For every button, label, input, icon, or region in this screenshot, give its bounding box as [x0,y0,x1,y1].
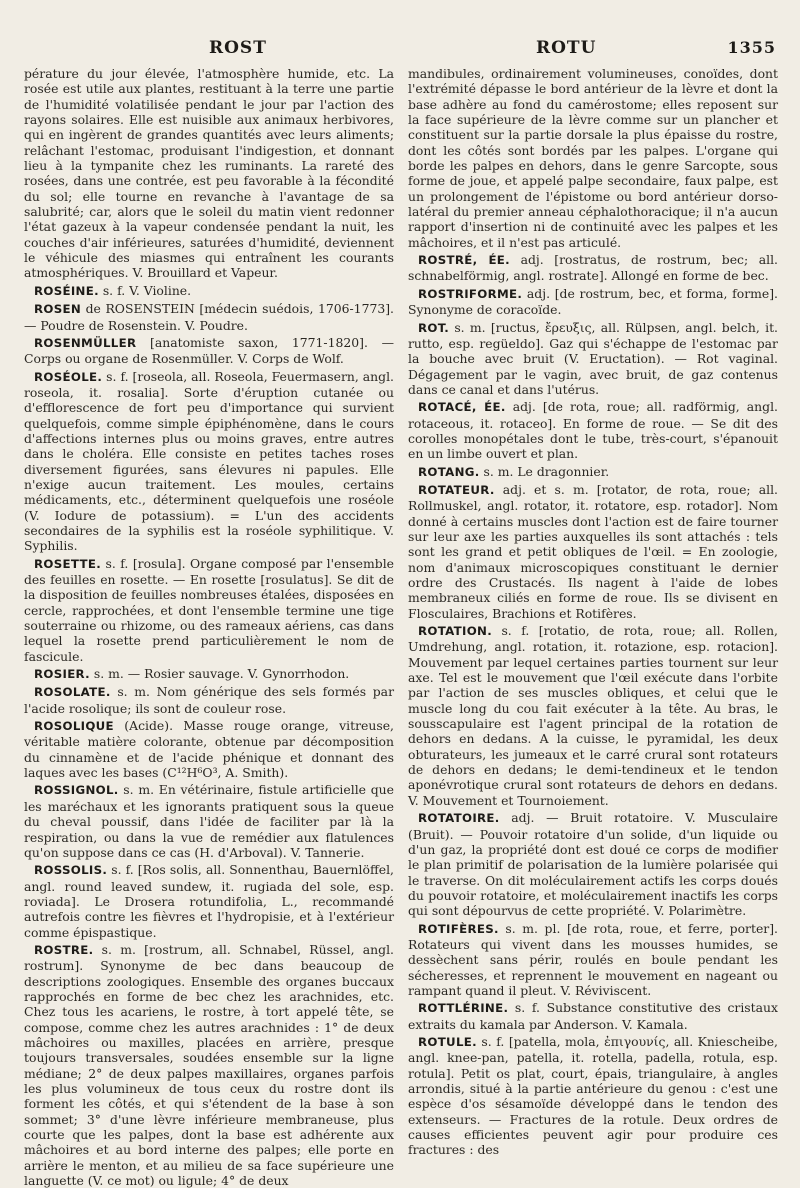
entry-text: s. m. [rostrum, all. Schnabel, Rüssel, angl. rostrum]. Synonyme de bec dans beaucoup de descriptions zoologiques. Ensemble des organes buccaux rapprochés en forme de bec chez les arachnides, etc. Chez tous les acariens, le rostre, à tort appelé tête, se compose, comme chez les autres arachnides : 1° de deux mâchoires ou maxilles, placées en arrière, presque toujours transversales, soudées ensemble sur la ligne médiane; 2° de deux palpes maxillaires, organes parfois les plus volumineux de tous ceux du rostre dont ils forment les côtés, et qui s'étendent de la base à son sommet; 3° d'une lèvre inférieure membraneuse, plus courte que les palpes, dont la base est adhérente aux mâchoires et au bord interne des palpes; elle porte en arrière le menton, et au milieu de sa face supérieure une languette (V. ce mot) ou ligule; 4° de deux [24,941,394,1188]
entry-headword: ROSTRÉ, ÉE. [418,253,510,268]
entry-headword: ROSSOLIS. [34,863,108,878]
text-columns [24,66,778,1188]
dictionary-entry [408,623,778,808]
entry-text: adj. et s. m. [rotator, de rota, roue; all. Rollmuskel, angl. rotator, it. rotatore, esp. rotador]. Nom donné à certains muscles dont l'action est de faire tourner sur leur axe les parties auxquelles ils sont attachés : tels sont les grand et petit obliques de l'œil. = En zoologie, nom d'animaux microscopiques constituant le dernier ordre des Crustacés. Ils nagent à l'aide de lobes membraneux ciliés en forme de roue. Ils se divisent en Flosculaires, Brachions et Rotifères. [408,481,778,621]
dictionary-entry [408,810,778,918]
dictionary-entry [408,320,778,398]
entry-headword: ROSIER. [34,667,90,682]
entry-headword: ROTANG. [418,464,480,479]
dictionary-entry [408,482,778,621]
dictionary-entry [24,556,394,664]
entry-text: s. f. [rosula]. Organe composé par l'ensemble des feuilles en rosette. — En rosette [rosulatus]. Se dit de la disposition de feuilles nombreuses étalées, disposées en cercle, rapprochées, et dont l'ensemble termine une tige souterraine ou rhizome, ou des rameaux aériens, cas dans lequel la rosette prend particulièrement le nom de fascicule. [24,555,394,664]
entry-headword: ROSENMÜLLER [34,335,137,350]
entry-headword: ROTATEUR. [418,482,495,497]
entry-headword: ROTIFÈRES. [418,921,499,936]
dictionary-entry [408,1034,778,1158]
entry-text: s. f. [patella, mola, ἐπιγουνίς, all. Kniescheibe, angl. knee-pan, patella, it. rotella, padella, rotula, esp. rotula]. Petit os plat, court, épais, triangulaire, à angles arrondis, situé à la partie antérieure du genou : c'est une espèce d'os sésamoïde développé dans le tendon des extenseurs. — Fractures de la rotule. Deux ordres de causes efficientes peuvent agir pour produire ces fractures : des [408,1033,778,1158]
entry-headword: ROSOLATE. [34,685,111,700]
entry-headword: ROTACÉ, ÉE. [418,400,506,415]
entry-headword: ROTULE. [418,1034,477,1049]
header-center-word: ROTU [536,38,597,58]
entry-text: s. f. [roseola, all. Roseola, Feuermasern, angl. roseola, it. rosalia]. Sorte d'éruption cutanée ou d'efflorescence de fort peu d'importance qui survient quelquefois, comme simple épiphénomène, dans le cours d'affections internes plus ou moins graves, entre autres dans le choléra. Elle consiste en petites taches roses diversement figurées, sans élevures ni papules. Elle n'exige aucun traitement. Les moules, certains médicaments, etc., déterminent quelquefois une roséole (V. Iodure de potassium). = L'un des accidents secondaires de la syphilis est la roséole syphilitique. V. Syphilis. [24,368,394,554]
entry-text: s. f. [Ros solis, all. Sonnenthau, Bauernlöffel, angl. round leaved sundew, it. rugiada del sole, esp. roviada]. Le Drosera rotundifolia, L., recommandé autrefois contre les fièvres et l'hydropisie, et à l'extérieur comme épispastique. [24,862,394,940]
dictionary-entry [24,718,394,780]
dictionary-entry [24,666,394,682]
dictionary-entry [24,301,394,333]
dictionary-entry [24,942,394,1188]
page-number: 1355 [727,38,776,57]
entry-text: (Acide). Masse rouge orange, vitreuse, véritable matière colorante, obtenue par décomposition du cinnamène et de l'acide phénique et donnant des laques avec les bases (C¹²H⁶O³, A. Smith). [24,718,394,781]
entry-text: pérature du jour élevée, l'atmosphère humide, etc. La rosée est utile aux plantes, restituant à la terre une partie de l'humidité volatilisée pendant le jour par l'action des rayons solaires. Elle est nuisible aux animaux herbivores, qui en ingèrent de grandes quantités avec leurs aliments; relâchant l'estomac, produisant l'indigestion, et donnant lieu à la tympanite chez les ruminants. La rareté des rosées, dans une contrée, est peu favorable à la fécondité du sol; elle tourne en revanche à l'avantage de sa salubrité; car, alors que le soleil du matin vient redonner l'état gazeux à la vapeur condensée pendant la nuit, les couches d'air inférieures, saturées d'humidité, deviennent le véhicule des miasmes qui entraînent les courants atmosphériques. V. Brouillard et Vapeur. [24,66,394,281]
entry-text: s. m. [ructus, ἔρευξις, all. Rülpsen, angl. belch, it. rutto, esp. regüeldo]. Gaz qui s'échappe de l'estomac par la bouche avec bruit (V. Eructation). — Rot vaginal. Dégagement par le vagin, avec bruit, de gaz contenus dans ce canal et dans l'utérus. [408,319,778,397]
dictionary-entry [24,66,394,281]
entry-headword: ROTATION. [418,624,492,639]
dictionary-entry [408,399,778,461]
entry-text: s. m. pl. [de rota, roue, et ferre, porter]. Rotateurs qui vivent dans les mousses humides, se dessèchent sans périr, roulés en boule pendant les sécheresses, et reprennent le mouvement en nageant ou rampant quand il pleut. V. Réviviscent. [408,920,778,998]
dictionary-entry [24,335,394,367]
entry-headword: ROSOLIQUE [34,719,114,734]
entry-text: s. m. En vétérinaire, fistule artificielle que les maréchaux et les ignorants pratiquent sous la queue du cheval poussif, dans l'idée de faciliter par là la respiration, ou dans la vue de remédier aux flatulences qu'on suppose dans ce cas (H. d'Arboval). V. Tannerie. [24,782,394,860]
entry-headword: ROSÉOLE. [34,369,103,384]
dictionary-entry [408,252,778,284]
running-header [24,38,778,68]
dictionary-entry [408,464,778,480]
dictionary-entry [24,684,394,716]
entry-text: s. f. Substance constitutive des cristaux extraits du kamala par Anderson. V. Kamala. [408,1000,778,1032]
header-left-word: ROST [209,38,267,58]
entry-headword: ROSÉINE. [34,283,99,298]
dictionary-entry [24,782,394,860]
dictionary-entry [24,862,394,940]
entry-text: s. m. Le dragonnier. [483,463,610,479]
entry-text: s. f. [rotatio, de rota, roue; all. Rollen, Umdrehung, angl. rotation, it. rotazione, esp. rotacion]. Mouvement par lequel certaines parties tournent sur leur axe. Tel est le mouvement que l'œil exécute dans l'orbite par l'action de ses muscles obliques, et celui que le muscle long du cou fait exécuter à la tête. Au bras, le sousscapulaire est l'agent principal de la rotation de dehors en dedans. A la cuisse, le pyramidal, les deux obturateurs, les jumeaux et le carré crural sont rotateurs de dehors en dedans; le demi-tendineux et le tendon aponévrotique crural sont rotateurs de dehors en dedans. V. Mouvement et Tournoiement. [408,623,778,808]
entry-headword: ROSEN [34,302,82,317]
entry-headword: ROSTRE. [34,942,94,957]
entry-headword: ROSETTE. [34,556,101,571]
dictionary-entry [24,369,394,554]
entry-text: s. m. Nom générique des sels formés par l'acide rosolique; ils sont de couleur rose. [24,684,394,716]
dictionary-entry [408,66,778,250]
entry-text: adj. [de rostrum, bec, et forma, forme]. Synonyme de coracoïde. [408,285,778,318]
right-column [408,66,778,1158]
entry-text: adj. — Bruit rotatoire. V. Musculaire (Bruit). — Pouvoir rotatoire d'un solide, d'un liquide ou d'un gaz, la propriété dont est doué ce corps de modifier le plan primitif de polarisation de la lumière polarisée qui le traverse. On dit moléculairement actifs les corps doués du pouvoir rotatoire, et moléculairement inactifs les corps qui sont dépourvus de cette propriété. V. Polarimètre. [408,810,778,919]
entry-headword: ROT. [418,320,450,335]
entry-text: mandibules, ordinairement volumineuses, conoïdes, dont l'extrémité dépasse le bord antérieur de la lèvre et dont la base adhère au fond du camérostome; elles reposent sur la face supérieure de la lèvre comme sur un plancher et constituent sur la partie dorsale la plus épaisse du rostre, dont les côtés sont bordés par les palpes. L'organe qui borde les palpes en dehors, dans le genre Sarcopte, sous forme de joue, et appelé palpe secondaire, faux palpe, est un prolongement de l'épistome ou bord antérieur dorso-latéral du premier anneau céphalothoracique; il n'a aucun rapport d'insertion ni de continuité avec les palpes et les mâchoires, et il n'est pas articulé. [408,66,778,250]
dictionary-entry [24,283,394,299]
entry-text: [anatomiste saxon, 1771-1820]. — Corps ou organe de Rosenmüller. V. Corps de Wolf. [24,334,394,367]
entry-text: s. f. V. Violine. [102,282,192,298]
entry-text: adj. [de rota, roue; all. radförmig, angl. rotaceous, it. rotaceo]. En forme de roue. — Se dit des corolles monopétales dont le tube, très-court, s'épanouit en un limbe ouvert et plan. [408,399,778,462]
dictionary-entry [408,921,778,999]
dictionary-entry [408,286,778,318]
entry-text: de ROSENSTEIN [médecin suédois, 1706-1773]. — Poudre de Rosenstein. V. Poudre. [24,301,394,333]
entry-headword: ROSTRIFORME. [418,286,523,301]
entry-headword: ROTATOIRE. [418,811,500,826]
dictionary-entry [408,1000,778,1032]
entry-headword: ROTTLÉRINE. [418,1001,509,1016]
left-column [24,66,394,1188]
entry-headword: ROSSIGNOL. [34,783,119,798]
entry-text: adj. [rostratus, de rostrum, bec; all. schnabelförmig, angl. rostrate]. Allongé en forme de bec. [408,252,778,284]
entry-text: s. m. — Rosier sauvage. V. Gynorrhodon. [93,666,350,682]
